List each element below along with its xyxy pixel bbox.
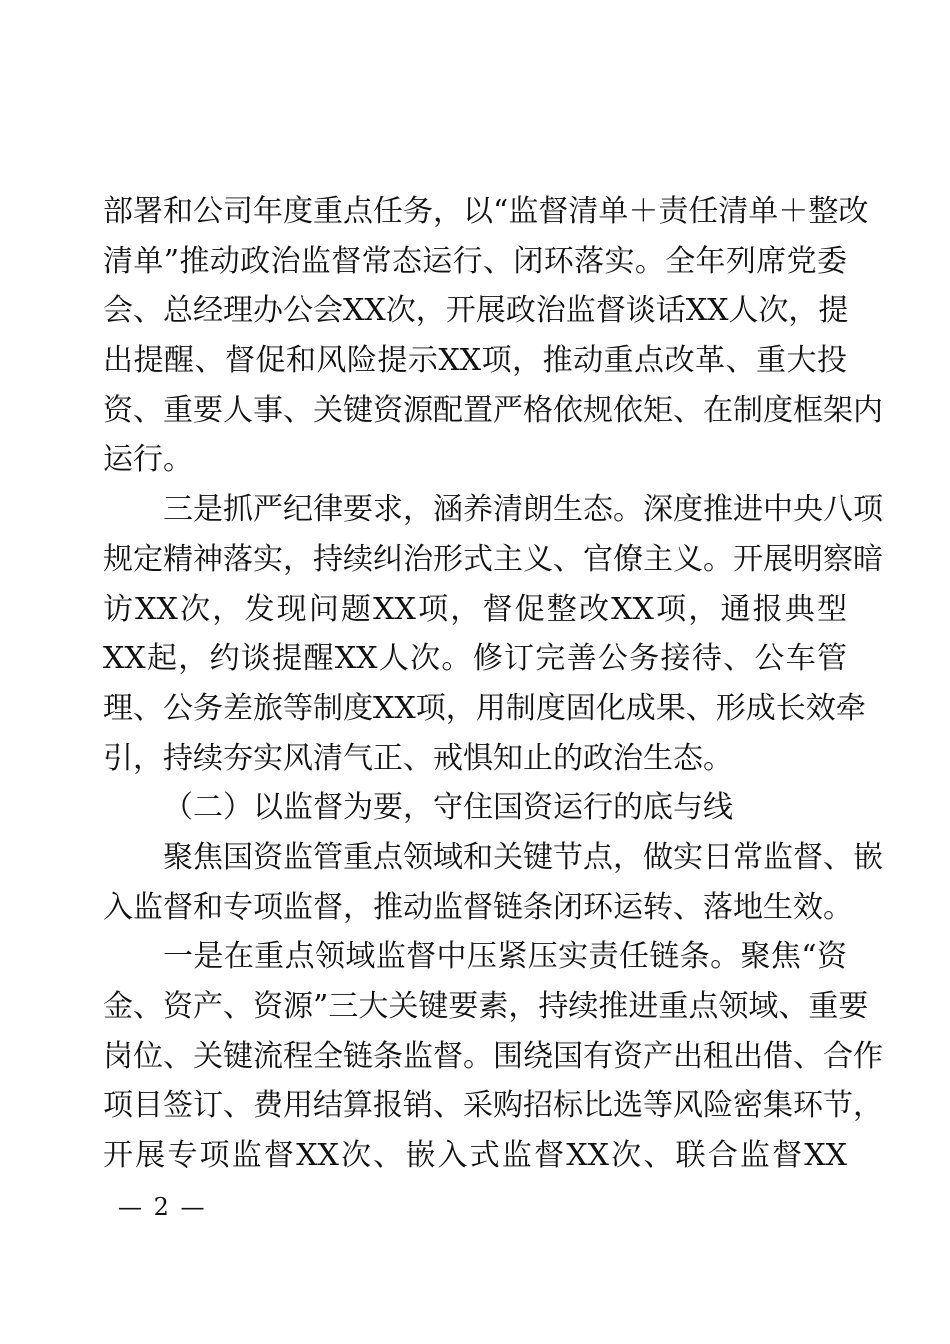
text-line: 一是在重点领域监督中压紧压实责任链条。聚焦“资 [163,939,847,975]
document-body [103,187,883,1181]
text-line: 入监督和专项监督，推动监督链条闭环运转、落地生效。 [103,889,853,925]
text-line: 理、公务差旅等制度XX项，用制度固化成果、形成长效牵 [103,690,866,726]
text-line: 清单”推动政治监督常态运行、闭环落实。全年列席党委 [103,243,847,279]
text-line: 项目签订、费用结算报销、采购招标比选等风险密集环节， [103,1088,883,1124]
text-line: 运行。 [103,442,193,478]
text-line: 访XX次，发现问题XX项，督促整改XX项，通报典型 [103,591,847,627]
text-line: 部署和公司年度重点任务，以“监督清单＋责任清单＋整改 [103,194,869,229]
text-line: XX起，约谈提醒XX人次。修订完善公务接待、公车管 [103,641,847,677]
paragraph [103,485,883,783]
page-number: — 2 — [118,1193,207,1221]
text-line: 三是抓严纪律要求，涵养清朗生态。深度推进中央八项 [163,492,883,528]
paragraph [103,187,883,485]
text-line: 聚焦国资监管重点领域和关键节点，做实日常监督、嵌 [163,839,883,875]
paragraph [103,833,883,932]
paragraph [103,932,883,1180]
text-line: 会、总经理办公会XX次，开展政治监督谈话XX人次，提 [103,293,849,329]
section-heading [103,783,847,833]
text-line: 岗位、关键流程全链条监督。围绕国有资产出租出借、合作 [103,1038,883,1074]
text-line: 出提醒、督促和风险提示XX项，推动重点改革、重大投 [103,343,847,379]
text-line: 开展专项监督XX次、嵌入式监督XX次、联合监督XX [103,1138,847,1174]
text-line: 引，持续夯实风清气正、戒惧知止的政治生态。 [103,740,733,776]
text-line: 规定精神落实，持续纠治形式主义、官僚主义。开展明察暗 [103,541,883,577]
text-line: （二）以监督为要，守住国资运行的底与线 [163,790,733,826]
text-line: 资、重要人事、关键资源配置严格依规依矩、在制度框架内 [103,392,883,428]
text-line: 金、资产、资源”三大关键要素，持续推进重点领域、重要 [103,989,869,1024]
